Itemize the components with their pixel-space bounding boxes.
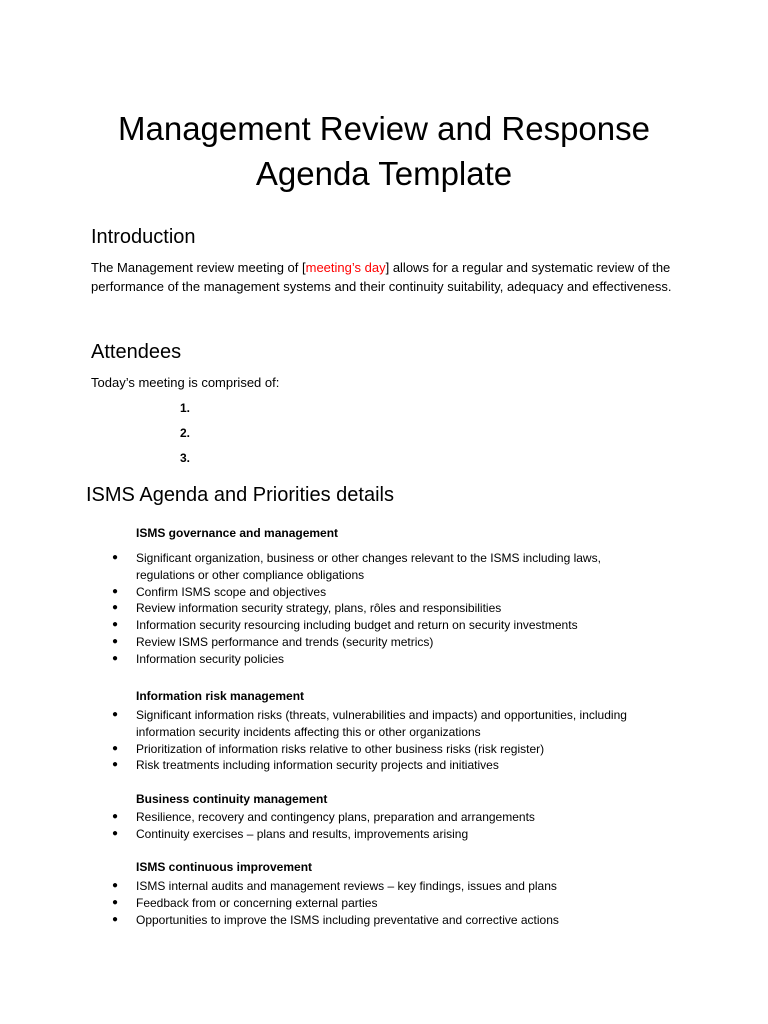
list-item: ● Significant organization, business or other changes relevant to the ISMS including laws, regulations or other compliance obligations [112, 551, 601, 582]
bullet-icon: ● [112, 619, 119, 631]
list-item: ● Review information security strategy, plans, rôles and responsibilities [112, 601, 502, 616]
list-item: ● Continuity exercises – plans and results, improvements arising [112, 826, 469, 841]
introduction-paragraph [91, 259, 681, 296]
bullet-icon: ● [112, 896, 119, 908]
governance-list [0, 550, 768, 668]
list-item: ● Resilience, recovery and contingency plans, preparation and arrangements [112, 810, 535, 824]
meeting-day-placeholder: meeting’s day [305, 260, 386, 275]
list-item: ● Information security policies [112, 651, 285, 666]
attendees-intro: Today’s meeting is comprised of: [91, 375, 280, 390]
attendees-heading: Attendees [91, 341, 182, 363]
bullet-icon: ● [112, 759, 119, 771]
intro-text-before: The Management review meeting of [ [91, 260, 306, 275]
bullet-icon: ● [112, 635, 119, 647]
list-item: ● Review ISMS performance and trends (security metrics) [112, 634, 434, 649]
risk-list [0, 707, 768, 774]
title-line-1: Management Review and Response [118, 110, 650, 147]
intro-text-after: ] allows for a regular and systematic review of the performance of the management systems and their continuity suitability, adequacy and effectiveness. [91, 260, 672, 294]
list-item: ● ISMS internal audits and management reviews – key findings, issues and plans [112, 879, 557, 893]
bullet-icon: ● [112, 585, 119, 597]
section-title-continuity: Business continuity management [136, 792, 328, 806]
list-item: ● Information security resourcing including budget and return on security investments [112, 618, 578, 633]
document-title [0, 106, 768, 196]
continuity-list [0, 809, 768, 843]
bullet-icon: ● [112, 742, 119, 754]
section-title-governance: ISMS governance and management [136, 526, 339, 540]
attendee-number-3: 3. [180, 451, 191, 465]
bullet-icon: ● [112, 880, 119, 891]
list-item: ● Confirm ISMS scope and objectives [112, 584, 327, 599]
list-item: ● Opportunities to improve the ISMS including preventative and corrective actions [112, 912, 559, 927]
bullet-icon: ● [112, 602, 119, 614]
attendee-number-2: 2. [180, 426, 191, 440]
title-line-2: Agenda Template [255, 155, 513, 192]
bullet-icon: ● [112, 827, 119, 839]
list-item: ● Prioritization of information risks relative to other business risks (risk register) [112, 741, 545, 756]
introduction-heading: Introduction [91, 226, 196, 248]
bullet-icon: ● [112, 552, 119, 563]
section-title-improvement: ISMS continuous improvement [136, 860, 313, 874]
list-item: ● Risk treatments including information security projects and initiatives [112, 758, 499, 773]
improvement-list [0, 878, 768, 928]
bullet-icon: ● [112, 811, 119, 822]
bullet-icon: ● [112, 709, 119, 720]
list-item: ● Feedback from or concerning external parties [112, 895, 378, 910]
bullet-icon: ● [112, 652, 119, 664]
agenda-heading: ISMS Agenda and Priorities details [86, 484, 394, 506]
bullet-icon: ● [112, 913, 119, 925]
section-title-risk: Information risk management [136, 689, 305, 703]
attendee-number-1: 1. [180, 401, 191, 415]
list-item: ● Significant information risks (threats, vulnerabilities and impacts) and opportunities, including information security incidents affecting this or other organizations [112, 708, 627, 739]
